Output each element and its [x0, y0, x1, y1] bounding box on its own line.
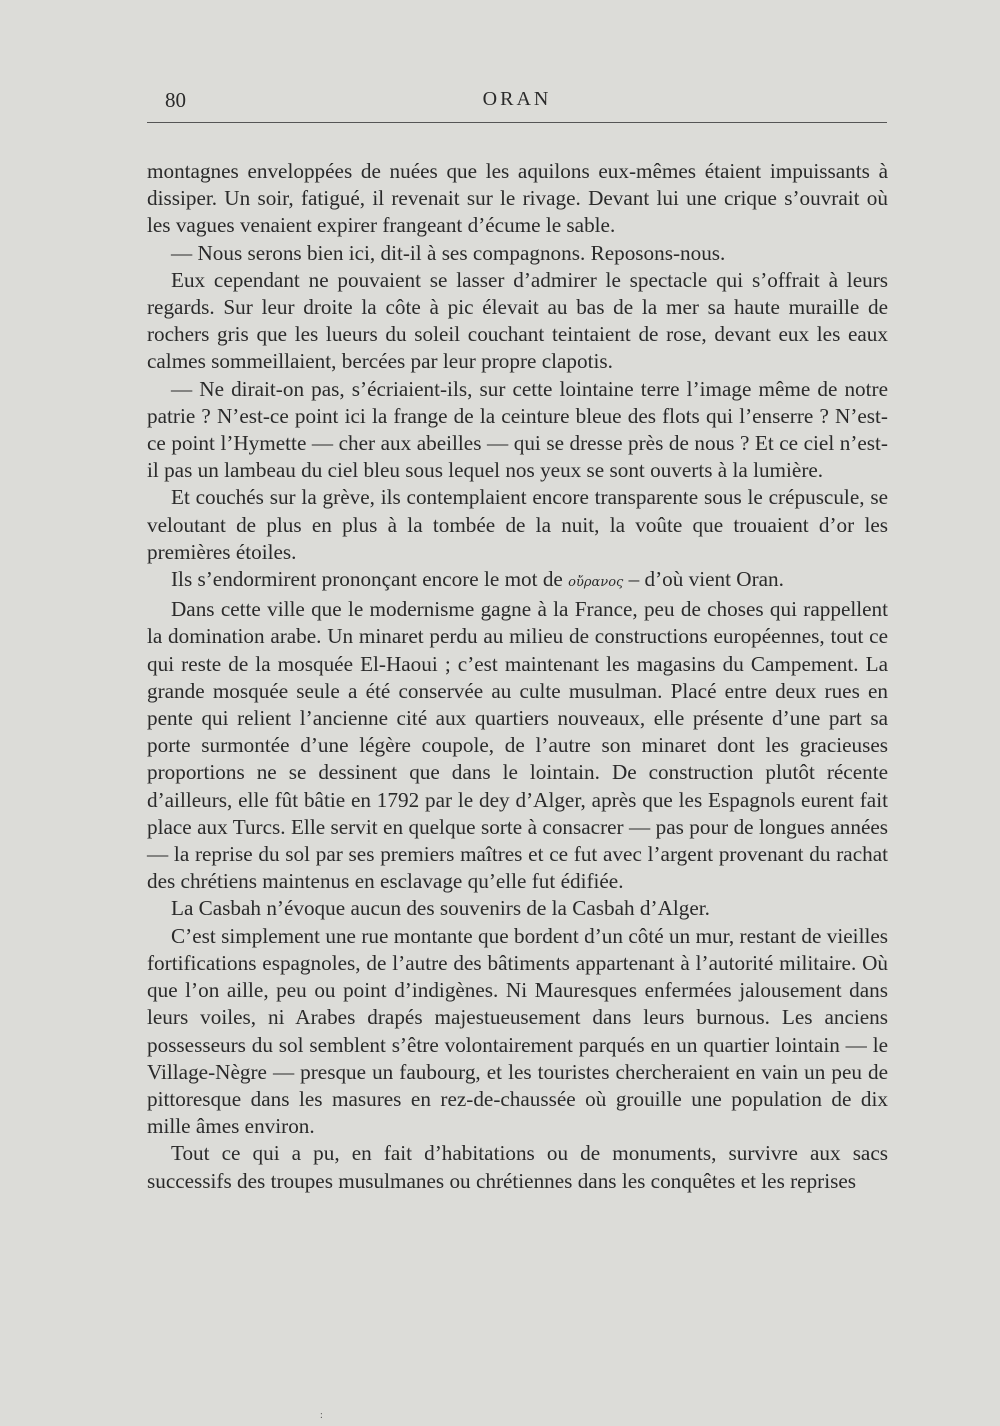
- paragraph: [147, 566, 888, 596]
- header-rule: [147, 122, 887, 123]
- stray-mark: :: [320, 1410, 323, 1421]
- paragraph-text: – d’où vient Oran.: [623, 567, 784, 592]
- paragraph: La Casbah n’évoque aucun des souvenirs de la Casbah d’Alger.: [171, 896, 710, 921]
- paragraph: Eux cependant ne pouvaient se lasser d’admirer le spectacle qui s’offrait à leurs regards. Sur leur droite la côte à pic élevait au bas de la mer sa haute muraille de rochers gris que les lueurs du soleil couchant teintaient de rose, devant eux les eaux calmes sommeillaient, bercées par leur propre clapotis.: [147, 267, 888, 374]
- body-text: [147, 158, 888, 1195]
- paragraph: montagnes enveloppées de nuées que les aquilons eux-mêmes étaient impuissants à dissiper. Un soir, fatigué, il revenait sur le rivage. Devant lui une crique s’ouvrait où les vagues venaient expirer frangeant d’écume le sable.: [147, 159, 888, 238]
- paragraph: — Ne dirait-on pas, s’écriaient-ils, sur cette lointaine terre l’image même de notre patrie ? N’est-ce point ici la frange de la ceinture bleue des flots qui l’enserre ? N’est-ce point l’Hymette — cher aux abeilles — qui se dresse près de nous ? Et ce ciel n’est-il pas un lambeau du ciel bleu sous lequel nos yeux se sont ouverts à la lumière.: [147, 376, 888, 483]
- paragraph: Tout ce qui a pu, en fait d’habitations ou de monuments, survivre aux sacs successifs des troupes musulmanes ou chrétiennes dans les conquêtes et les reprises: [147, 1141, 888, 1193]
- greek-word: οὔρανος: [568, 575, 624, 591]
- paragraph: — Nous serons bien ici, dit-il à ses compagnons. Reposons-nous.: [171, 240, 726, 265]
- paragraph-text: Ils s’endormirent prononçant encore le mot de: [171, 567, 569, 592]
- page-number: 80: [165, 88, 186, 112]
- paragraph: Dans cette ville que le modernisme gagne à la France, peu de choses qui rappellent la domination arabe. Un minaret perdu au milieu de constructions européennes, tout ce qui reste de la mosquée El-Haoui ; c’est maintenant les magasins du Campement. La grande mosquée seule a été conservée au culte musulman. Placé entre deux rues en pente qui relient l’ancienne cité aux quartiers nouveaux, elle présente d’une part sa porte surmontée d’une légère coupole, de l’autre son minaret dont les gracieuses proportions ne se dessinent que dans le lointain. De construction plutôt récente d’ailleurs, elle fût bâtie en 1792 par le dey d’Alger, après que les Espagnols eurent fait place aux Turcs. Elle servit en quelque sorte à consacrer — pas pour de longues années — la reprise du sol par ses premiers maîtres et ce fut avec l’argent provenant du rachat des chrétiens maintenus en esclavage qu’elle fut édifiée.: [147, 597, 888, 894]
- paragraph: C’est simplement une rue montante que bordent d’un côté un mur, restant de vieilles fortifications espagnoles, de l’autre des bâtiments appartenant à l’autorité militaire. Où que l’on aille, peu ou point d’indigènes. Ni Mauresques enfermées jalousement dans leurs voiles, ni Arabes drapés majestueusement dans leurs burnous. Les anciens possesseurs du sol semblent s’être volontairement parqués en un quartier lointain — le Village-Nègre — presque un faubourg, et les touristes chercheraient en vain un peu de pittoresque dans les masures en rez-de-chaussée où grouille une population de dix mille âmes environ.: [147, 923, 888, 1139]
- page-header: [147, 88, 887, 128]
- paragraph: Et couchés sur la grève, ils contemplaient encore transparente sous le crépuscule, se veloutant de plus en plus à la tombée de la nuit, la voûte que trouaient d’or les premières étoiles.: [147, 485, 888, 564]
- running-title: ORAN: [482, 88, 552, 110]
